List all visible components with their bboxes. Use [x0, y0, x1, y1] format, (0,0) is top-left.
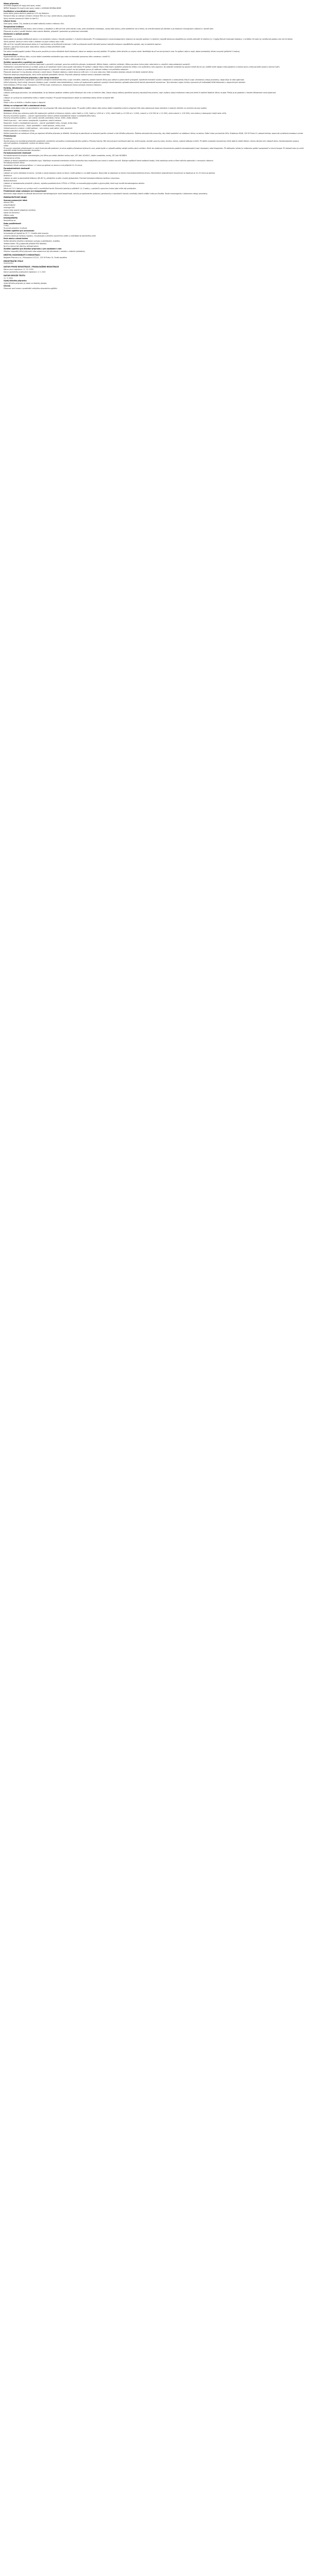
- section-text: Datum posledního prodloužení registrace: 4. 5. 2021: [4, 270, 46, 273]
- section-text: Pacienti s poruchou funkce jater nebo ledvin: dávku je třeba přiměřeně snížit.: [4, 45, 66, 48]
- section-text: Velikost balení: 38 g (odpovídá přibližně 650 dávkám).: [4, 242, 47, 245]
- section-heading: Farmakodynamické vlastnosti: [4, 152, 31, 155]
- document-section: [4, 3, 305, 9]
- section-heading: Terapeutické indikace: [4, 25, 24, 28]
- section-text: Dávkování: [4, 35, 12, 38]
- section-text: Způsob podání: [4, 48, 16, 50]
- section-text: Dávka závisí na rozsahu ošetřované plochy a na charakteru výkonu. Obvykle postačují 1–3 stlačení dávkovače. Při endoskopických a bronchoskopických výkonech se obvykle aplikuje 3–4 stlačení; nejvyšší dávka pro dospělého by neměla překročit 20 stlačení (tj. 3 mg/kg tělesné hmotnosti lidokainu). V průběhu 24 hodin by nemělo být podáno více než 40 dávek.: [4, 38, 293, 40]
- document-section: [4, 26, 305, 32]
- section-heading: Inkompatibility: [4, 217, 18, 219]
- section-text: Lidokain se rychle vstřebává ze sliznic, rychlost a rozsah absorpce závisí na dávce, místě aplikace a na době expozice. Nejrychleji se absorbuje ze sliznice tracheobronchiálního stromu. Maximálních plazmatických koncentrací se dosahuje za 10–25 minut po aplikaci.: [4, 172, 216, 175]
- document-section: [4, 280, 305, 284]
- section-text: Po prvním otevření: 6 měsíců.: [4, 227, 28, 229]
- section-text: Lidokain je lokální anestetikum amidového typu. Stabilizuje neuronální membránu inhibicí iontového toku nezbytného pro iniciaci a vedení vzruchů. Blokuje napěťově řízené sodíkové kanály, čímž zabraňuje vzniku a šíření akčního potenciálu v nervových vláknech.: [4, 159, 214, 162]
- section-text: Farmakoterapeutická skupina: stomatologika, jiná léčiva pro lokální ošetření dutiny ústní, ATC kód: A01AD11; lokální anestetika, amidy, ATC kód: N01BB02.: [4, 154, 128, 157]
- section-text: Hnědá skleněná lahvička s dávkovací pumpou a aplikátorem, krabička.: [4, 240, 60, 242]
- section-text: Kojení: [4, 94, 9, 96]
- section-text: 01/412/16-C: [4, 262, 14, 265]
- section-text: čištěná voda: [4, 214, 14, 216]
- document-section: [4, 54, 305, 60]
- section-heading: Zvláštní opatření pro uchovávání: [4, 230, 35, 232]
- section-heading: Účinky na schopnost řídit a obsluhovat stroje: [4, 105, 46, 107]
- section-text: IXYSPRAY Nalgeset 40 mg/g ústní sprej, roztok: [4, 5, 41, 7]
- section-text: Lidokain má být používán s opatrností u pacientů užívajících antiarytmika třídy I (např. mexiletin, tokainid), protože toxické účinky jsou aditivní a potenciálně synergické. Specifické interakční studie s lidokainem a antiarytmiky třídy III (např. amiodaron) nebyly provedeny, doporučuje se však opatrnost.: [4, 79, 245, 81]
- section-text: Poruchy nervového systému – není známo: závratě, parestezie, tremor, křeče, ztráta vědomí.: [4, 117, 78, 120]
- document-section: [4, 33, 305, 53]
- section-heading: Fertilita, těhotenství a kojení: [4, 87, 31, 89]
- section-heading: Zvláštní opatření pro likvidaci přípravku a pro zacházení s ním: [4, 248, 62, 250]
- section-text: Lidokain prostupuje placentou. Lze předpokládat, že byl lidokain podáván velkému počtu těhotných žen a žen ve fertilním věku. Dosud nebyly hlášeny specifické poruchy reprodukčního procesu, např. zvýšený výskyt malformací nebo jiné přímé či nepřímé škodlivé účinky na plod. Přesto je při podávání v časném těhotenství nutná opatrnost.: [4, 91, 277, 94]
- section-text: 11. 3. 2024: [4, 277, 13, 279]
- section-text: Gastrointestinální poruchy – časté: podráždění v místě aplikace, změny chuti.: [4, 125, 66, 127]
- section-text: Vstřebávání z poraněné sliznice je rychlejší, proto je při rozsáhlých lézích nutno použít nižší dávky. Při aplikaci v oblasti hltanu může dojít k potlačení polykacího reflexu a ke zvýšenému riziku aspirace. Do odeznění anestezie by pacient neměl jíst ani pít, zvláště horké nápoje (riziko popálení) a žvýkací gumu (riziko poranění jazyka a sliznice tváří).: [4, 66, 280, 69]
- section-heading: Interakce s jinými léčivými přípravky a jiné formy interakce: [4, 76, 59, 79]
- section-text: ethanol 96%: [4, 201, 14, 204]
- section-text: Symptomy: [4, 137, 12, 140]
- section-heading: DATUM REVIZE TEXTU: [4, 274, 25, 277]
- section-text: Lidokain nemá žádný nebo má zanedbatelný vliv na schopnost řídit nebo obsluhovat stroje. Při použití vyšších dávek však mohou lokální anestetika ovlivnit schopnost řídit nebo obsluhovat stroje vzhledem k možným účinkům na centrální nervový systém.: [4, 107, 208, 109]
- section-text: Na trhu nemusí být všechny velikosti balení.: [4, 245, 39, 247]
- section-text: Nalgeset Pharma s.r.o., Průmyslová 1472/11, 102 00 Praha 10, Česká republika: [4, 256, 67, 259]
- section-text: Léčba: [4, 144, 9, 147]
- document-section: [4, 87, 305, 104]
- document-section: [4, 135, 305, 151]
- section-heading: Předklinické údaje vztahující se k bezpečnosti: [4, 190, 46, 193]
- section-text: Anestetický účinek nastupuje během 1–2 minut po aplikaci na sliznici a trvá přibližně 10–15 minut.: [4, 164, 83, 167]
- section-heading: Nežádoucí účinky: [4, 110, 20, 112]
- document-section: [4, 217, 305, 221]
- section-text: Farmakodynamické účinky: [4, 162, 25, 164]
- section-text: Přípravek je nutno používat se zvýšenou opatrností u pacientů s epilepsií, poruchou srdečního převodu, bradykardií, těžkým šokem, srdečním selháním, těžkou poruchou funkce jater nebo ledvin a u starších nebo oslabených pacientů.: [4, 63, 191, 66]
- section-text: Uchovávejte při teplotě do 25 °C. Chraňte před mrazem.: [4, 232, 49, 234]
- section-text: Silné inhibitory CYP1A2 (např. fluvoxamin) a CYP3A4 (např. erythromycin, itrakonazol) mohou snižovat clearance lidokainu.: [4, 83, 102, 86]
- document-section: [4, 275, 305, 279]
- section-text: Přípravek není hrazen z prostředků veřejného zdravotního pojištění.: [4, 287, 58, 290]
- section-heading: Název přípravku: [4, 2, 19, 5]
- document-section: [4, 266, 305, 273]
- section-text: Akutní porfyrie: lidokain je pravděpodobně porfyrinogenní, u pacientů s akutní porfyrií má být podáván pouze při naléhavé indikaci a za pečlivého sledování.: [4, 69, 129, 71]
- section-text: Toxické projevy se manifestují především postižením centrálního nervového a kardiovaskulárního systému. Příznaky toxicity CNS zahrnují pocit necitlivosti okolí úst, brnění jazyka, závratě, poruchy zraku, tinnitus, tremor, svalové záškuby a křeče. Při dalším zvyšování koncentrace může dojít ke ztrátě vědomí, útlumu dýchání až k zástavě dechu. Kardiovaskulární projevy zahrnují hypotenzi, bradykardii, arytmie až zástavu srdce.: [4, 140, 299, 144]
- section-text: makrogol 400: [4, 207, 15, 209]
- section-text: Lidokain se vylučuje do mateřského mléka v malém množství. Při použití terapeutických dávek se neočekává žádný účinek na kojené dítě.: [4, 96, 114, 99]
- section-text: Léčivé přípravky, které snižují clearance lidokainu (např. cimetidin nebo betablokátory), mohou při opakovaném podávání vysokých dávek lidokainu způsobit potenciálně toxické plazmatické koncentrace. Tyto interakce nejsou klinicky významné při krátkodobé léčbě lidokainem v doporučených dávkách.: [4, 81, 246, 83]
- document-section: [4, 110, 305, 134]
- section-text: Při prvních známkách předávkování je nutné ihned přerušit podávání. Je nutno zajistit průchodnost dýchacích cest, podat kyslík a v případě potřeby zahájit umělou plicní ventilaci. Křeče lze zvládnout intravenózním podáním benzodiazepinů (např. diazepam) nebo thiopentalu. Při oběhovém selhání je indikováno podání vazopresorů a infuzní terapie. Při zástavě srdce je nutné okamžitě zahájit kardiopulmonální resuscitaci.: [4, 147, 304, 151]
- section-text: Lidokain je metabolizován převážně v játrech, zejména prostřednictvím CYP1A2 a CYP3A4, na monoethylglycinxylidid a glycinxylidid, které mají rovněž farmakologickou aktivitu.: [4, 182, 145, 184]
- section-text: Pro orální a orofaryngeální podání. Před prvním použitím je nutno několikrát stlačit dávkovač, dokud se neobjeví souvislý obláček. Při aplikaci držte lahvičku co nejvíce svisle. Nestříkejte do očí ani do dýchacích cest. Po aplikaci nejíst a nepít, dokud anestetický účinek nevymizí (přibližně 1 hodina).: [4, 50, 241, 53]
- section-text: Absorpce: [4, 170, 11, 172]
- section-text: Mechanismus účinku: [4, 157, 21, 159]
- section-text: Hlášení podezření na nežádoucí účinky po registraci léčivého přípravku je důležité. Umožňuje to pokračovat ve sledování poměru přínosů a rizik léčivého přípravku. Žádáme zdravotnické pracovníky, aby hlásili podezření na nežádoucí účinky na adresu: Státní ústav pro kontrolu léčiv, Šrobárova 49/48, 100 00 Praha 10, webové stránky: www.sukl.cz/nahlasit-nezadouci-ucinek.: [4, 132, 304, 134]
- section-text: Děti od 6 let: nejvyšší jednorázová dávka je 3 mg lidokainu na kg tělesné hmotnosti. U dětí se přípravek nanáší výhradně pomocí vatového tamponu napuštěného sprejem, aby se zabránilo aspiraci.: [4, 43, 162, 45]
- section-text: Jedna dávka (jedno stlačení) obsahuje 4,25 mg lidokainu.: [4, 12, 49, 15]
- document: [0, 0, 309, 292]
- section-text: Neuplatňuje se.: [4, 219, 16, 222]
- section-text: Povrchová anestezie sliznice dutiny ústní a hltanu u dospělých a dětí od 6 let: před extrakcí zubu, před zavedením endoskopu, sondy nebo tubusu, před vyšetřením úst a hltanu, ke zmírnění bolesti při afchtách a po drobných chirurgických výkonech v dutině ústní.: [4, 27, 214, 30]
- section-text: Distribuce: [4, 175, 12, 177]
- document-section: [4, 230, 305, 236]
- section-text: Méně než 10 % lidokainu se vylučuje močí v nezměněné formě. Eliminační poločas je přibližně 1,5–2 hodiny, u pacientů s poruchou funkce jater může být prodloužen.: [4, 187, 136, 190]
- section-heading: REGISTRAČNÍ ČÍSLO: [4, 260, 23, 262]
- section-text: Přípravek je určen k použití lékařem nebo zubním lékařem, případně i pacientem po předchozí instruktáži.: [4, 30, 89, 32]
- section-text: propylenglykol: [4, 204, 15, 207]
- section-heading: Úhrada: [4, 285, 11, 287]
- document-section: [4, 199, 305, 216]
- section-heading: Předávkování: [4, 135, 16, 138]
- document-section: [4, 223, 305, 229]
- document-section: [4, 61, 305, 76]
- document-section: [4, 285, 305, 289]
- section-heading: Zvláštní upozornění a opatření pro použití: [4, 61, 43, 63]
- section-text: Neklinické údaje získané na základě konvenčních farmakologických studií bezpečnosti, toxicity po opakovaném podávání, genotoxicity a reprodukční toxicity neodhalily žádné zvláštní riziko pro člověka. Studie kancerogenity s lidokainem nebyly provedeny.: [4, 192, 208, 195]
- section-heading: Kvalitativní a kvantitativní složení: [4, 10, 36, 12]
- section-text: Přípravek obsahuje propylenglykol, který může způsobit podráždění sliznice. Přípravek obsahuje mátové aroma s obsahem mentholu.: [4, 74, 111, 76]
- section-heading: Seznam pomocných látek: [4, 199, 27, 201]
- section-text: Údaje o vlivu na fertilitu u člověka nejsou k dispozici.: [4, 101, 46, 104]
- section-text: Všechen nepoužitý léčivý přípravek nebo odpad musí být zlikvidován v souladu s místními požadavky.: [4, 250, 85, 252]
- section-text: Respirační, hrudní a mediastinální poruchy – vzácné: podráždění hrdla, chrapot, ztráta hlasu.: [4, 122, 78, 125]
- section-text: Lahvička obsahuje hořlavou kapalinu, nevystavujte ji přímému slunečnímu světlu a nestříkejte do otevřeného ohně.: [4, 234, 96, 237]
- section-text: Datum první registrace: 12. 10. 2016: [4, 268, 33, 270]
- section-text: Hlášení podezření na nežádoucí účinky: [4, 129, 35, 132]
- section-text: Úplný seznam pomocných látek viz bod 6.1.: [4, 17, 39, 20]
- section-heading: DATUM PRVNÍ REGISTRACE / PRODLOUŽENÍ REGISTRACE: [4, 266, 59, 268]
- section-text: Použití u dětí mladších 6 let.: [4, 58, 26, 61]
- section-text: Lidokain se váže na plazmatické bílkoviny (60–80 %), především na alfa-1-kyselý glykoprotein. Prochází hematoencefalickou bariérou i placentou.: [4, 177, 120, 180]
- section-text: Pomocné látky se známým účinkem: ethanol 96% (9,2 mg v jedné dávce), propylenglykol.: [4, 14, 76, 17]
- section-text: Těhotenství: [4, 89, 13, 91]
- section-text: Srdeční poruchy – není známo: bradykardie, hypotenze, srdeční zástava.: [4, 120, 62, 122]
- section-text: aroma máty peprné (obsahuje menthol): [4, 209, 36, 212]
- section-heading: Farmakokinetické vlastnosti: [4, 167, 30, 170]
- section-heading: Výdej léčivého přípravku: [4, 280, 27, 282]
- section-heading: Doba použitelnosti: [4, 222, 21, 225]
- document-section: [4, 196, 305, 198]
- section-text: Přípravek obsahuje 9,2 mg alkoholu (ethanol) v jedné dávce. Množství alkoholu v jedné dávce je nižší než v 1 ml piva nebo vína. Malé množství alkoholu nebude mít žádné znatelné účinky.: [4, 71, 154, 74]
- document-section: [4, 105, 305, 109]
- section-text: Ústní sprej, roztok. Čirý, bezbarvý až slabě nažloutlý roztok s mátovou vůní.: [4, 22, 64, 25]
- section-text: Nežádoucí účinky jsou seřazeny podle tříd orgánových systémů a frekvence výskytu: velmi časté (≥ 1/10), časté (≥ 1/100 až < 1/10), méně časté (≥ 1/1 000 až < 1/100), vzácné (≥ 1/10 000 až < 1/1 000), velmi vzácné (< 1/10 000), není známo (z dostupných údajů nelze určit).: [4, 112, 227, 114]
- section-text: Starší pacienti: dávku je nutno snížit s ohledem na jejich celkový stav a věk.: [4, 40, 64, 43]
- document-section: [4, 238, 305, 247]
- section-text: 3 roky.: [4, 224, 9, 227]
- section-text: Biotransformace: [4, 180, 17, 182]
- document-section: [4, 254, 305, 259]
- section-text: sodná sůl sacharinu: [4, 211, 20, 214]
- section-heading: Druh obalu a obsah balení: [4, 238, 28, 240]
- section-heading: DRŽITEL ROZHODNUTÍ O REGISTRACI: [4, 253, 40, 256]
- document-section: [4, 260, 305, 265]
- section-heading: Kontraindikace: [4, 53, 18, 56]
- section-heading: FARMACEUTICKÉ ÚDAJE: [4, 196, 27, 198]
- section-text: Celkové poruchy a reakce v místě aplikace – není známo: pocit pálení, otok, zarudnutí.: [4, 127, 73, 130]
- section-text: Hypersenzitivita na léčivou látku, na jiná lokální anestetika amidového typu nebo na kteroukoli pomocnou látku uvedenou v bodě 6.1.: [4, 56, 111, 58]
- section-text: Eliminace: [4, 184, 12, 187]
- document-section: [4, 248, 305, 252]
- section-text: Poruchy imunitního systému – vzácné: hypersenzitivní reakce (včetně anafylaktické reakce a anafylaktického šoku).: [4, 114, 96, 117]
- section-heading: Léková forma: [4, 20, 16, 23]
- document-section: [4, 77, 305, 86]
- section-heading: Dávkování a způsob podání: [4, 33, 29, 36]
- section-text: Výdej léčivého přípravku je vázán na lékařský předpis.: [4, 282, 47, 284]
- document-section: [4, 152, 305, 166]
- section-text: INPRAY Nalgeset 50 mg/ml ústní sprej, roztok v LIDOKAIN BOMBALINSKE: [4, 7, 61, 9]
- section-text: Fertilita: [4, 99, 10, 101]
